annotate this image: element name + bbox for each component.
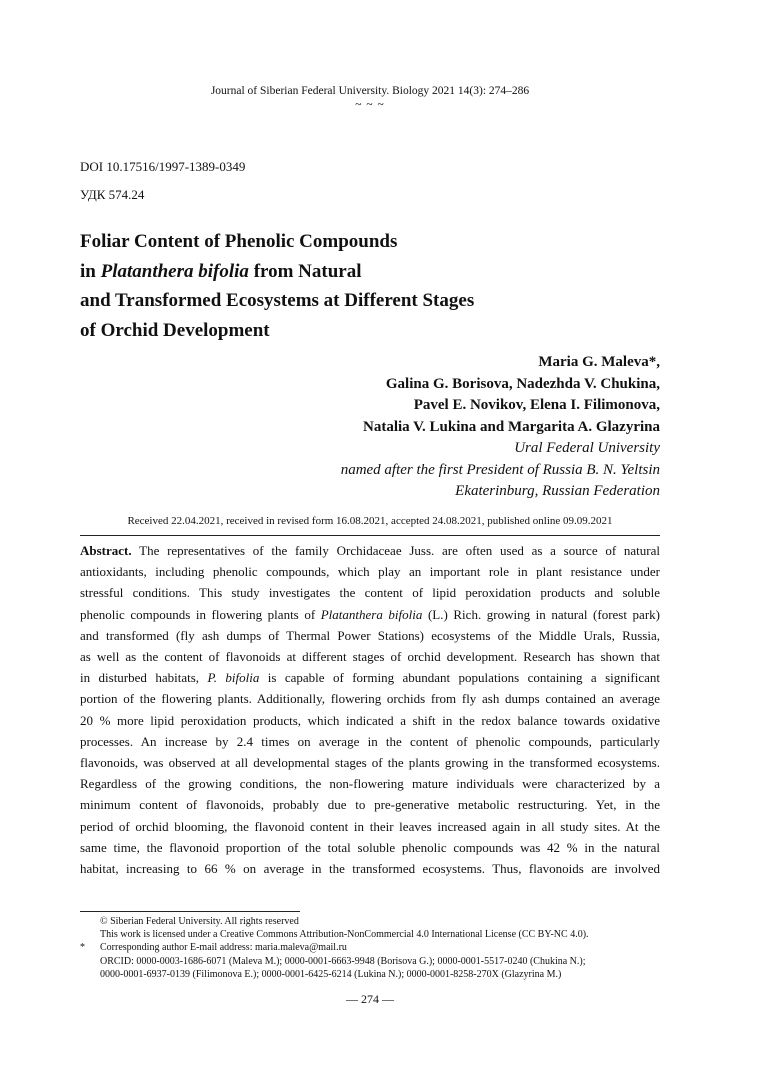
- abstract-line: 20 % more lipid peroxidation products, which indicated a shift in the redox balance towards oxidative: [80, 712, 660, 728]
- abstract-line: antioxidants, including phenolic compounds, which play an important role in plant resistance under: [80, 564, 660, 580]
- abstract-line: [80, 667, 660, 688]
- abstract-label: Abstract.: [80, 543, 132, 558]
- author-line: Maria G. Maleva*,: [538, 354, 660, 370]
- abstract-line: same time, the flavonoid proportion of the total soluble phenolic compounds was 42 % in the natural: [80, 839, 660, 855]
- footnote-license: This work is licensed under a Creative Commons Attribution-NonCommercial 4.0 International License (CC BY-NC 4.0).: [100, 929, 589, 941]
- footnote-divider: [80, 911, 300, 912]
- udk-code: УДК 574.24: [80, 187, 145, 202]
- affiliation-line: Ekaterinburg, Russian Federation: [455, 483, 660, 499]
- affiliation-line: Ural Federal University: [514, 440, 660, 456]
- abstract-line: Regardless of the growing conditions, the non-flowering mature individuals were characterized by a: [80, 776, 660, 792]
- abstract-line: portion of the flowering plants. Additionally, flowering orchids from fly ash dumps contained an average: [80, 691, 660, 707]
- footnote-marker: *: [80, 942, 85, 954]
- header-separator: ~ ~ ~: [355, 99, 385, 111]
- abstract-line: [80, 540, 660, 561]
- abstract: [80, 540, 660, 879]
- author-block: [140, 352, 660, 503]
- title-species-name: Platanthera bifolia: [100, 260, 249, 282]
- abstract-line: and transformed (fly ash dumps of Thermal Power Stations) ecosystems of the Middle Urals, Russia,: [80, 627, 660, 643]
- title-line-2: [80, 257, 600, 287]
- paper-title: [80, 227, 600, 345]
- title-text: in: [80, 260, 101, 282]
- abstract-line: period of orchid blooming, the flavonoid content in their leaves increased again in all study sites. At the: [80, 818, 660, 834]
- footnote-orcid: 0000-0001-6937-0139 (Filimonova E.); 0000-0001-6425-6214 (Lukina N.); 0000-0001-8258-270X (Glazyrina M.): [100, 968, 562, 980]
- footnote-orcid: ORCID: 0000-0003-1686-6071 (Maleva M.); 0000-0001-6663-9948 (Borisova G.); 0000-0001-5517-0240 (Chukina N.);: [100, 955, 586, 967]
- abstract-text: phenolic compounds in flowering plants of: [80, 606, 321, 622]
- author-line: Galina G. Borisova, Nadezhda V. Chukina,: [385, 375, 660, 392]
- author-line: Natalia V. Lukina and Margarita A. Glazyrina: [363, 418, 660, 435]
- abstract-line: stressful conditions. This study investigates the content of lipid peroxidation products and soluble: [80, 585, 660, 601]
- abstract-line: flavonoids, was observed at all developmental stages of the plants growing in the transformed ecosystems.: [80, 755, 660, 771]
- journal-header: Journal of Siberian Federal University. Biology 2021 14(3): 274–286: [210, 85, 530, 97]
- abstract-line: processes. An increase by 2.4 times on average in the content of phenolic compounds, particularly: [80, 733, 660, 749]
- title-line-1: Foliar Content of Phenolic Compounds: [80, 231, 398, 252]
- abstract-line: [80, 604, 660, 625]
- abstract-line: minimum content of flavonoids, probably due to pre-generative metabolic restructuring. Yet, in the: [80, 797, 660, 813]
- abstract-line: habitat, increasing to 66 % on average in the transformed ecosystems. Thus, flavonoids are involved: [80, 861, 660, 877]
- footnote-corresponding: [80, 941, 680, 954]
- doi: DOI 10.17516/1997-1389-0349: [80, 159, 246, 174]
- footnote-text: Corresponding author E-mail address: maria.maleva@mail.ru: [100, 942, 347, 954]
- affiliation-line: named after the first President of Russia B. N. Yeltsin: [340, 461, 660, 478]
- abstract-text: in disturbed habitats,: [80, 670, 208, 686]
- received-dates: Received 22.04.2021, received in revised form 16.08.2021, accepted 24.08.2021, published online 09.09.2021: [127, 515, 613, 527]
- divider: [80, 535, 660, 536]
- author-line: Pavel E. Novikov, Elena I. Filimonova,: [413, 397, 660, 413]
- abstract-text: (L.) Rich. growing in natural (forest park): [422, 606, 660, 622]
- title-line-3: and Transformed Ecosystems at Different Stages: [80, 290, 475, 311]
- title-text: from Natural: [248, 260, 362, 282]
- footnote-copyright: © Siberian Federal University. All rights reserved: [100, 916, 299, 927]
- abstract-text: The representatives of the family Orchidaceae Juss. are often used as a source of natural: [131, 543, 660, 558]
- page-number: — 274 —: [346, 992, 394, 1006]
- abstract-line: as well as the content of flavonoids at different stages of orchid development. Research has shown that: [80, 649, 660, 665]
- title-line-4: of Orchid Development: [80, 319, 270, 341]
- species-name: P. bifolia: [207, 670, 260, 686]
- abstract-text: is capable of forming abundant populations containing a significant: [259, 670, 660, 686]
- species-name: Platanthera bifolia: [320, 606, 423, 622]
- footnotes: [80, 915, 680, 981]
